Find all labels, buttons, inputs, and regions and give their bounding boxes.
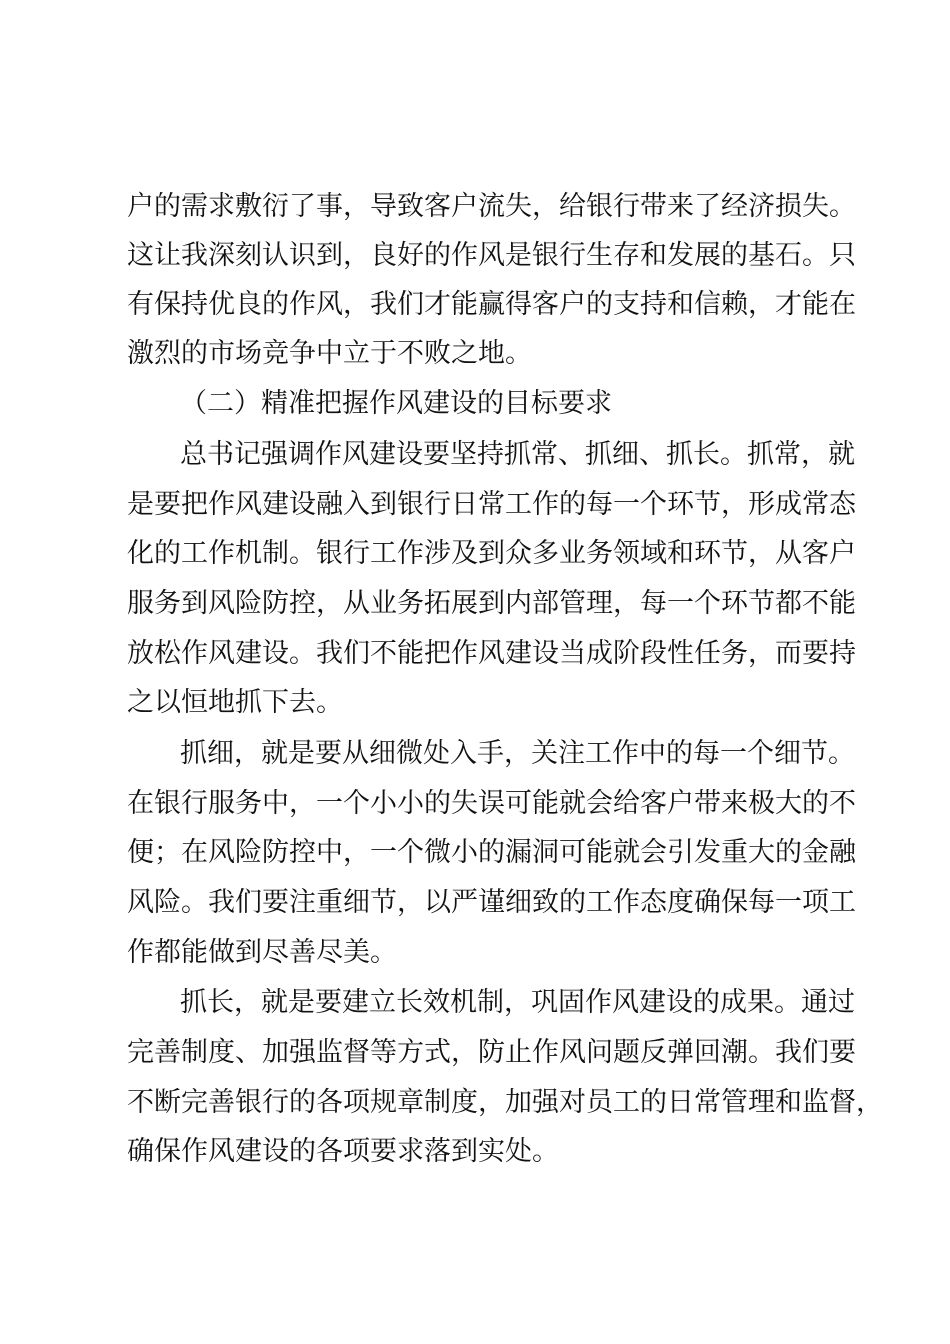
text-line: 激烈的市场竞争中立于不败之地。: [127, 338, 532, 369]
paragraph-first-line: 抓长，就是要建立长效机制，巩固作风建设的成果。通过: [180, 987, 855, 1018]
text-line: 确保作风建设的各项要求落到实处。: [127, 1136, 559, 1167]
text-line: 风险。我们要注重细节，以严谨细致的工作态度确保每一项工: [127, 887, 856, 918]
text-line: 便；在风险防控中，一个微小的漏洞可能就会引发重大的金融: [127, 837, 856, 868]
text-line: 放松作风建设。我们不能把作风建设当成阶段性任务，而要持: [127, 638, 856, 669]
section-heading: （二）精准把握作风建设的目标要求: [180, 388, 612, 419]
text-line: 户的需求敷衍了事，导致客户流失，给银行带来了经济损失。: [127, 191, 856, 222]
text-line: 是要把作风建设融入到银行日常工作的每一个环节，形成常态: [127, 489, 856, 520]
text-line: 完善制度、加强监督等方式，防止作风问题反弹回潮。我们要: [127, 1037, 856, 1068]
text-line: 化的工作机制。银行工作涉及到众多业务领域和环节，从客户: [127, 538, 856, 569]
text-line: 作都能做到尽善尽美。: [127, 937, 397, 968]
text-line: 有保持优良的作风，我们才能赢得客户的支持和信赖，才能在: [127, 289, 856, 320]
text-line: 这让我深刻认识到，良好的作风是银行生存和发展的基石。只: [127, 240, 856, 271]
paragraph-first-line: 总书记强调作风建设要坚持抓常、抓细、抓长。抓常，就: [180, 439, 855, 470]
text-line: 不断完善银行的各项规章制度，加强对员工的日常管理和监督，: [127, 1087, 883, 1118]
paragraph-first-line: 抓细，就是要从细微处入手，关注工作中的每一个细节。: [180, 738, 855, 769]
text-line: 在银行服务中，一个小小的失误可能就会给客户带来极大的不: [127, 788, 856, 819]
text-line: 之以恒地抓下去。: [127, 687, 343, 718]
text-line: 服务到风险防控，从业务拓展到内部管理，每一个环节都不能: [127, 588, 856, 619]
